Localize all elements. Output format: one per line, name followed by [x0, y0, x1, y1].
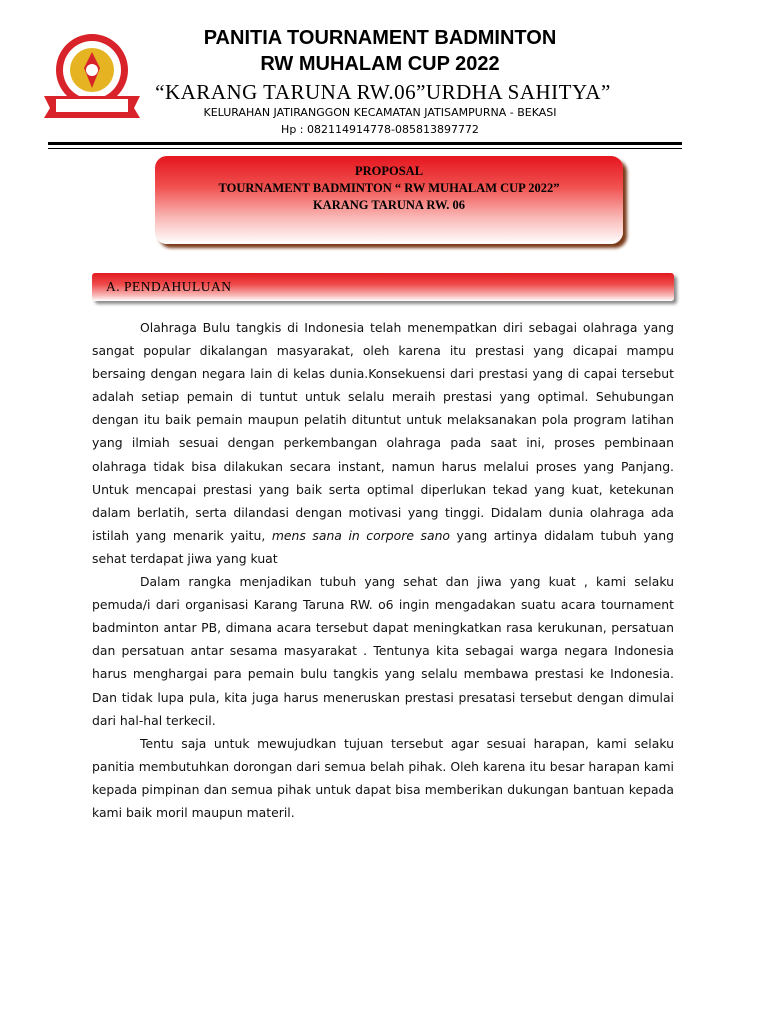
latin-phrase: mens sana in corpore sano [271, 527, 450, 543]
proposal-event-name: TOURNAMENT BADMINTON “ RW MUHALAM CUP 2022” [218, 181, 560, 195]
header-divider-thin [48, 148, 682, 149]
paragraph-1 [92, 316, 674, 570]
paragraph-2: Dalam rangka menjadikan tubuh yang sehat dan jiwa yang kuat , kami selaku pemuda/i dari organisasi Karang Taruna RW. o6 ingin mengadakan suatu acara tournament badminton antar PB, dimana acara tersebut dapat meningkatkan rasa kerukunan, persatuan dan persatuan antar sesama masyarakat . Tentunya kita sebagai warga negara Indonesia harus menghargai para pemain bulu tangkis yang selalu membawa prestasi ke Indonesia. Dan tidak lupa pula, kita juga harus meneruskan prestasi presatasi tersebut dengan dimulai dari hal-hal terkecil. [92, 574, 674, 728]
proposal-organizer: KARANG TARUNA RW. 06 [312, 198, 466, 212]
paragraph-3: Tentu saja untuk mewujudkan tujuan tersebut agar sesuai harapan, kami selaku panitia membutuhkan dorongan dari semua belah pihak. Oleh karena itu besar harapan kami kepada pimpinan dan semua pihak untuk dapat bisa memberikan dukungan bantuan kepada kami baik moril maupun materil. [92, 735, 674, 820]
paragraph-1-text-end: yang artinya didalam tubuh yang sehat terdapat jiwa yang kuat [92, 527, 674, 566]
header-title-line2: RW MUHALAM CUP 2022 [260, 53, 500, 75]
proposal-title-box [155, 156, 623, 244]
header-phone: Hp : 082114914778-085813897772 [281, 123, 479, 136]
header-divider-thick [48, 142, 682, 145]
header-title-line1: PANITIA TOURNAMENT BADMINTON [203, 27, 557, 49]
karang-taruna-logo [36, 30, 148, 122]
proposal-label: PROPOSAL [354, 164, 424, 178]
paragraph-1-text: Olahraga Bulu tangkis di Indonesia telah menempatkan diri sebagai olahraga yang sangat popular dikalangan masyarakat, oleh karena itu prestasi yang dicapai mampu bersaing dengan negara lain di kelas dunia.Konsekuensi dari prestasi yang di capai tersebut adalah setiap pemain di tuntut untuk selalu meraih prestasi yang optimal. Sehubungan dengan itu baik pemain maupun pelatih dituntut untuk melaksanakan pola program latihan yang ilmiah sesuai dengan perkembangan olahraga pada saat ini, proses pembinaan olahraga tidak bisa dilakukan secara instant, namun harus melalui proses yang Panjang. Untuk mencapai prestasi yang baik serta optimal diperlukan tekad yang kuat, ketekunan dalam berlatih, serta dilandasi dengan motivasi yang tinggi. Didalam dunia olahraga ada istilah yang menarik yaitu, [92, 320, 674, 543]
header-address: KELURAHAN JATIRANGGON KECAMATAN JATISAMPURNA - BEKASI [203, 106, 557, 119]
section-heading-pendahuluan: A. PENDAHULUAN [92, 273, 674, 301]
header-title-line3: “KARANG TARUNA RW.06”URDHA SAHITYA” [155, 80, 611, 104]
document-body [92, 316, 674, 824]
